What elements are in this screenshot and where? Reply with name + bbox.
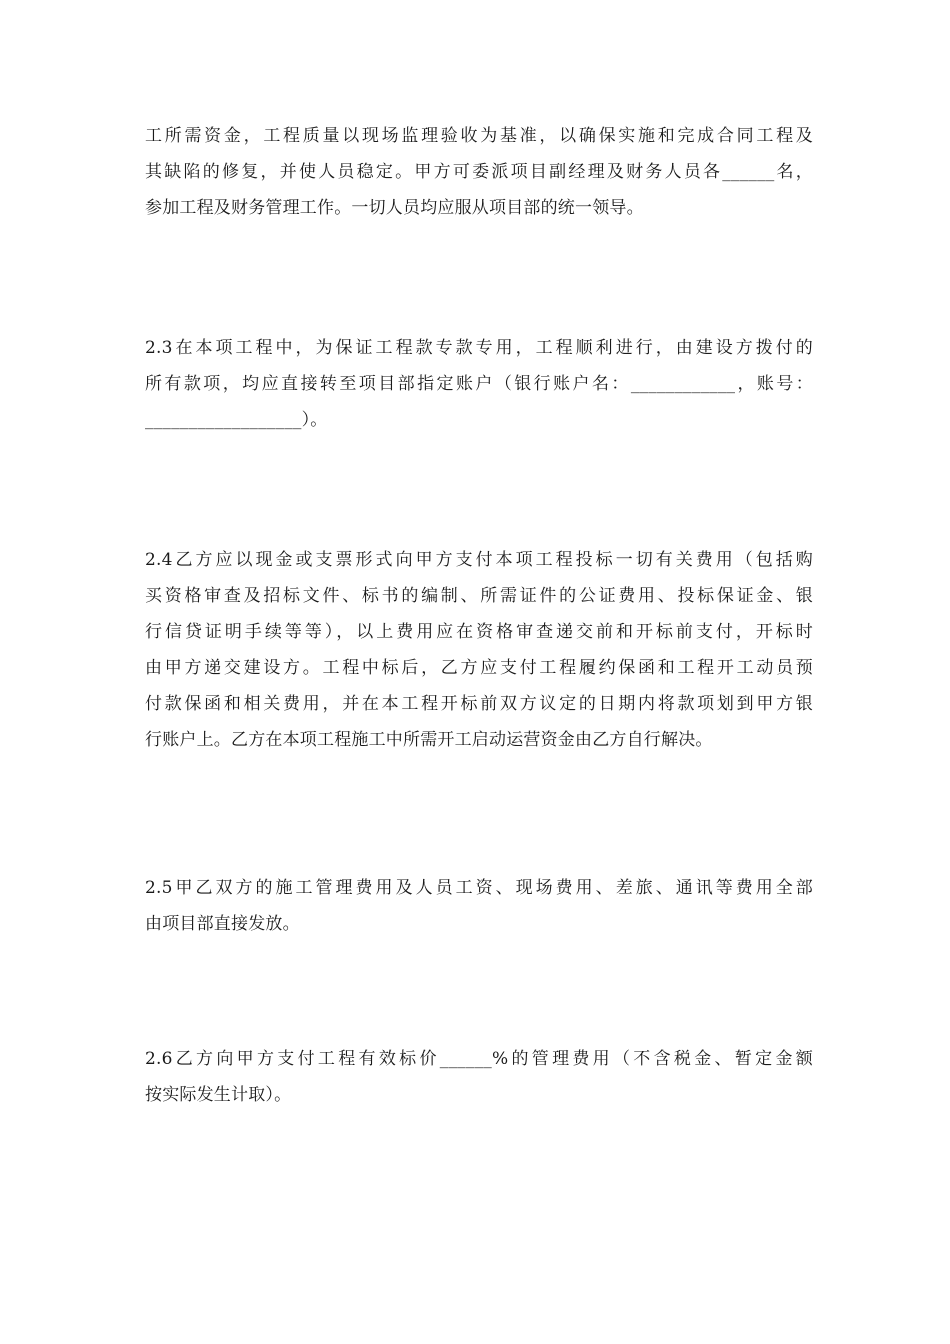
paragraph-2-5 [145, 870, 813, 942]
text-line: 付款保函和相关费用，并在本工程开标前双方议定的日期内将款项划到甲方银 [145, 694, 813, 714]
text-line: 由甲方递交建设方。工程中标后，乙方应支付工程履约保函和工程开工动员预 [145, 658, 813, 678]
text-line: 2.5甲乙双方的施工管理费用及人员工资、现场费用、差旅、通讯等费用全部 [145, 878, 813, 898]
text-line: 行账户上。乙方在本项工程施工中所需开工启动运营资金由乙方自行解决。 [145, 730, 713, 750]
paragraph-2-6 [145, 1041, 813, 1113]
text-line: 工所需资金，工程质量以现场监理验收为基准，以确保实施和完成合同工程及 [145, 126, 813, 146]
paragraph-2-2-continued [145, 118, 813, 226]
text-line: 买资格审查及招标文件、标书的编制、所需证件的公证费用、投标保证金、银 [145, 586, 813, 606]
text-line: 2.4乙方应以现金或支票形式向甲方支付本项工程投标一切有关费用（包括购 [145, 550, 813, 570]
paragraph-2-3 [145, 330, 813, 438]
text-line: 参加工程及财务管理工作。一切人员均应服从项目部的统一领导。 [145, 198, 644, 218]
text-line: 按实际发生计取）。 [145, 1085, 292, 1105]
text-line: 2.3在本项工程中，为保证工程款专款专用，工程顺利进行，由建设方拨付的 [145, 338, 813, 358]
text-line: 所有款项，均应直接转至项目部指定账户（银行账户名：____________，账号： [145, 374, 813, 394]
text-line: 其缺陷的修复，并使人员稳定。甲方可委派项目副经理及财务人员各______名， [145, 162, 813, 182]
text-line: 由项目部直接发放。 [145, 914, 300, 934]
text-line: 行信贷证明手续等等），以上费用应在资格审查递交前和开标前支付，开标时 [145, 622, 813, 642]
text-line: 2.6乙方向甲方支付工程有效标价______%的管理费用（不含税金、暂定金额 [145, 1049, 813, 1069]
text-line: __________________）。 [145, 410, 328, 430]
paragraph-2-4 [145, 542, 813, 758]
